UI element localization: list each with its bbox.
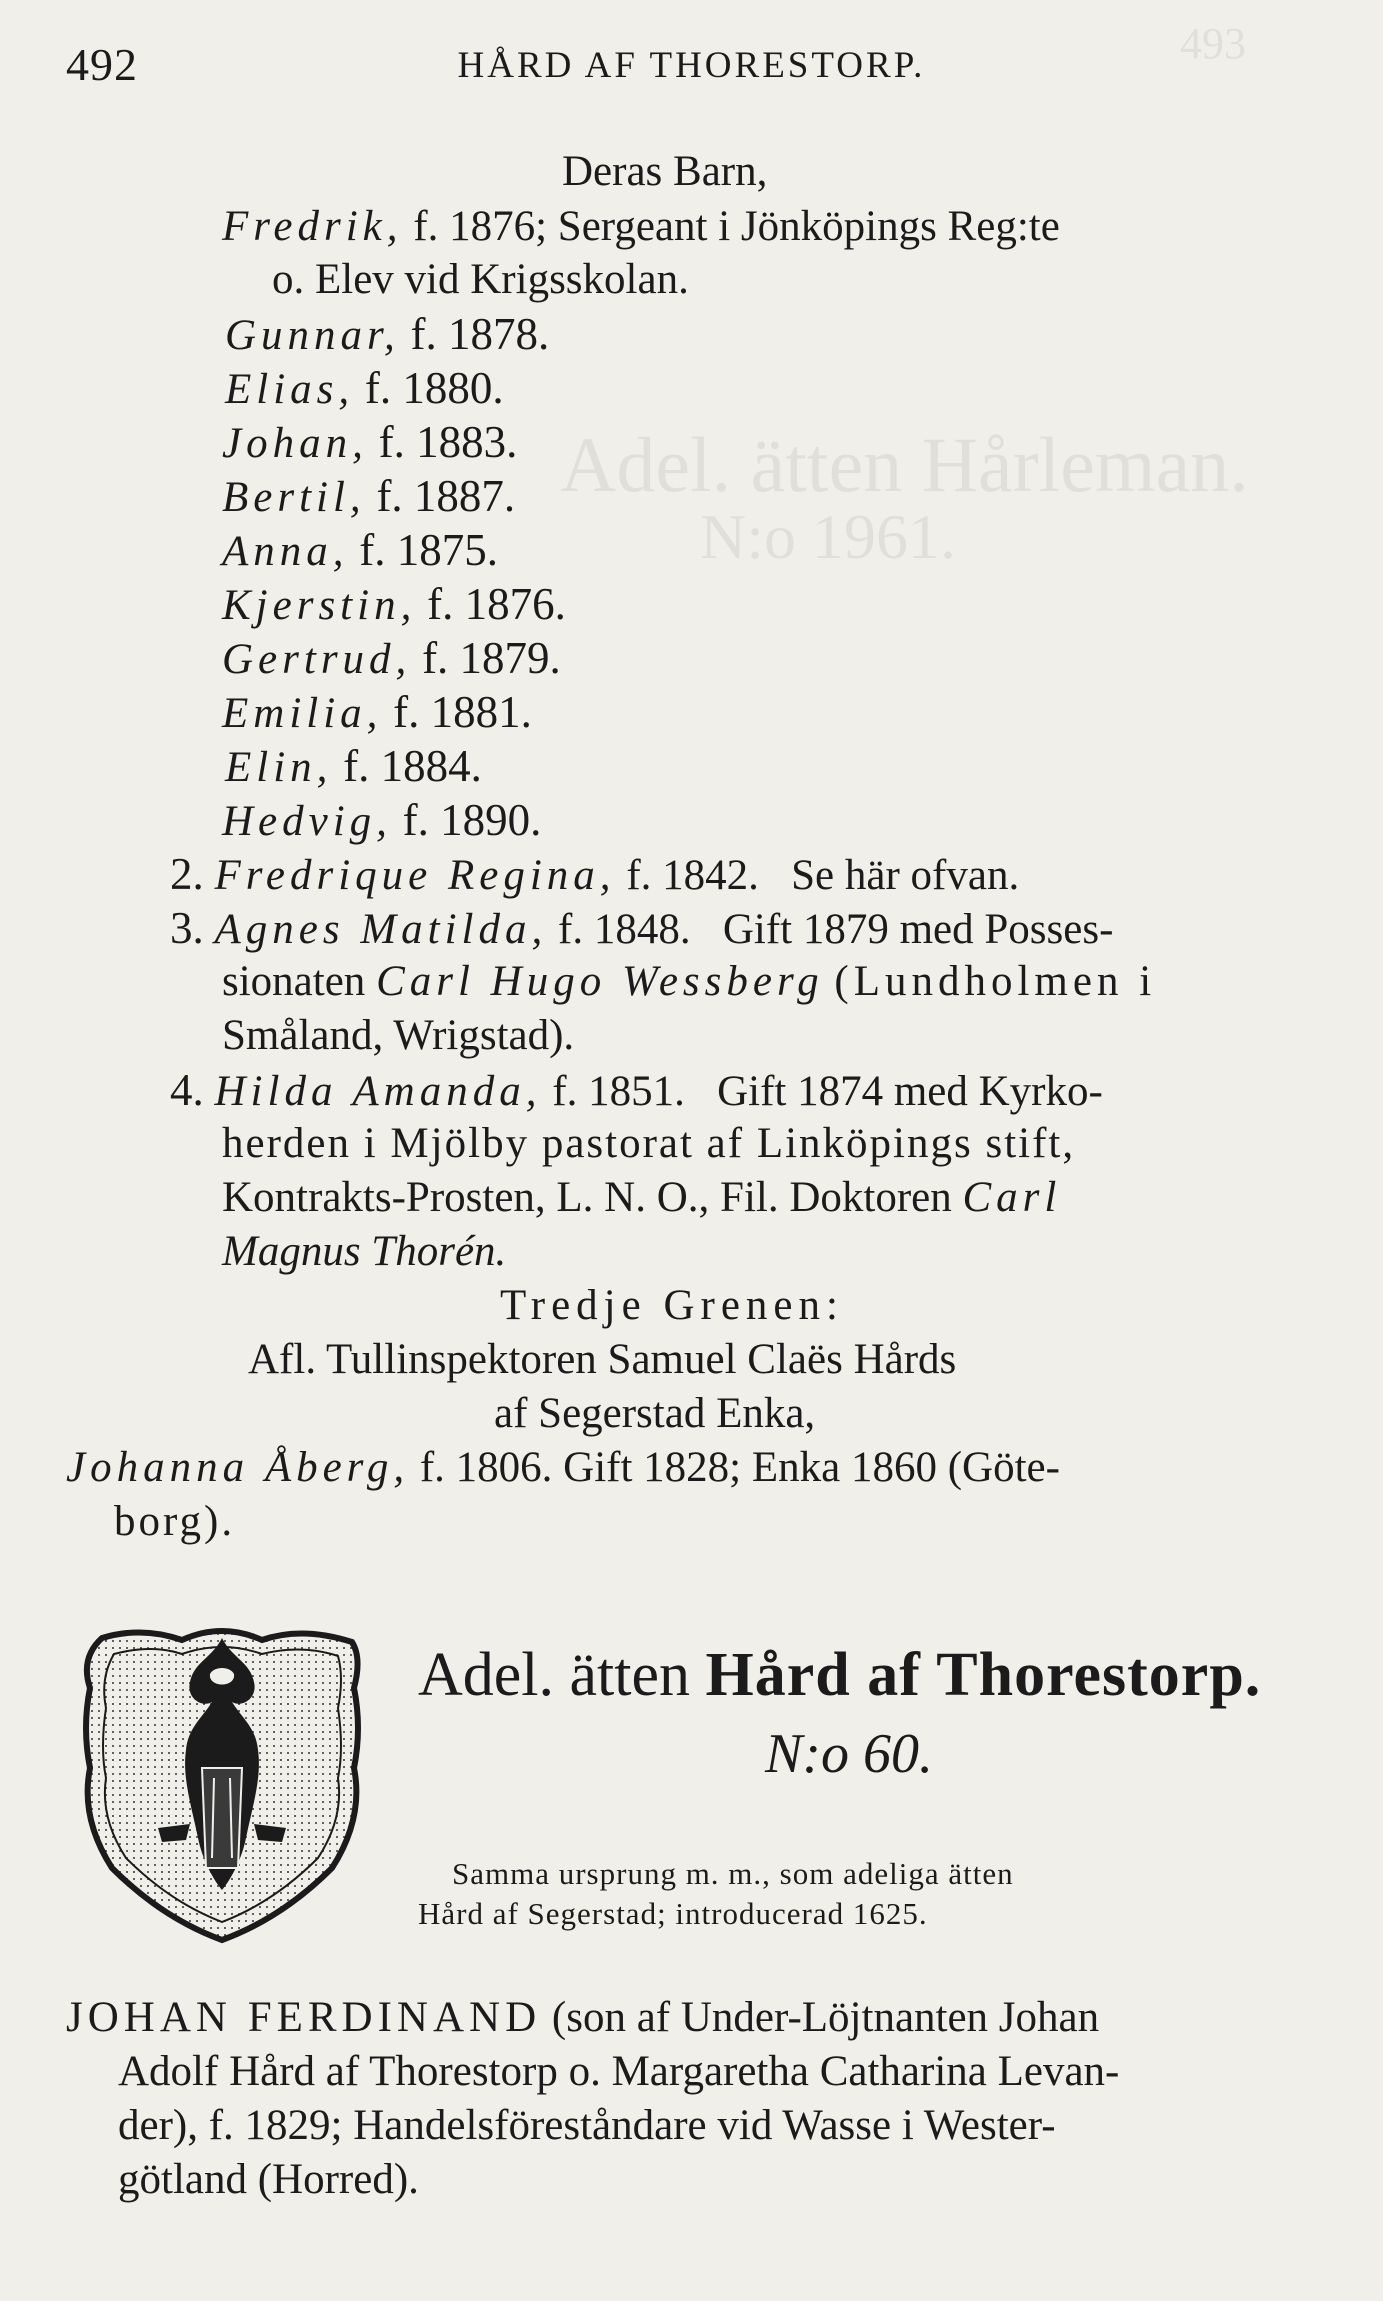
child-name: Hedvig, <box>222 798 392 845</box>
third-branch-heading: Tredje Grenen: <box>500 1282 844 1329</box>
child-name: Gertrud, <box>222 636 412 683</box>
bleed-through-decoration: Adel. ätten Hårleman. <box>560 421 1249 508</box>
child-name: Hilda Amanda, <box>214 1068 542 1115</box>
bleed-through-decoration: N:o 1961. <box>700 501 956 572</box>
person-name: JOHAN FERDINAND <box>66 1994 542 2041</box>
spouse-name: Carl <box>962 1174 1062 1221</box>
entry-fredrik <box>222 205 1060 248</box>
entry-number: 4. <box>170 1065 204 1115</box>
spouse-name: Carl Hugo Wessberg <box>376 958 824 1005</box>
entry-gertrud <box>222 633 561 683</box>
entry-fredrique <box>170 849 1020 899</box>
family-title-name: Hård af Thorestorp. <box>705 1641 1262 1709</box>
child-details: f. 1842. Se här ofvan. <box>626 852 1020 899</box>
child-details: f. 1880. <box>364 363 504 413</box>
entry-hilda-cont3 <box>222 1230 506 1273</box>
entry-elias <box>225 363 504 413</box>
child-details: f. 1890. <box>402 795 542 845</box>
child-details: f. 1878. <box>410 309 550 359</box>
family-number: N:o 60. <box>765 1723 933 1785</box>
child-name: Fredrik, <box>222 203 403 250</box>
entry-text: (Lundholmen i <box>834 958 1157 1005</box>
coat-of-arms-icon <box>62 1618 380 1948</box>
family-title-prefix: Adel. ätten <box>418 1641 691 1709</box>
spouse-name: Magnus Thorén. <box>222 1228 507 1275</box>
entry-agnes <box>170 903 1114 953</box>
family-note: Samma ursprung m. m., som adeliga ätten <box>452 1856 1014 1891</box>
entry-fredrik-cont: o. Elev vid Krigsskolan. <box>272 256 689 303</box>
child-name: Elin, <box>225 744 333 791</box>
child-details: f. 1851. Gift 1874 med Kyrko- <box>552 1068 1103 1115</box>
entry-gunnar <box>225 309 550 359</box>
entry-hilda <box>170 1065 1103 1115</box>
entry-hilda-cont: herden i Mjölby pastorat af Linköpings stift, <box>222 1120 1076 1167</box>
child-name: Gunnar, <box>225 312 400 359</box>
entry-hedvig <box>222 795 542 845</box>
johan-ferdinand-cont: Adolf Hård af Thorestorp o. Margaretha Catharina Levan- <box>118 2048 1120 2095</box>
child-name: Bertil, <box>222 474 366 521</box>
entry-text: (son af Under-Löjtnanten Johan <box>551 1994 1100 2041</box>
child-details: f. 1887. <box>376 471 516 521</box>
child-details: f. 1881. <box>393 687 532 737</box>
third-branch-line: Afl. Tullinspektoren Samuel Claës Hårds <box>248 1336 957 1383</box>
child-name: Fredrique Regina, <box>214 852 616 899</box>
entry-agnes-cont2: Småland, Wrigstad). <box>222 1012 575 1059</box>
entry-text: Kontrakts-Prosten, L. N. O., Fil. Doktoren <box>222 1174 952 1221</box>
entry-elin <box>225 741 482 791</box>
family-title <box>418 1640 1261 1711</box>
child-details: f. 1848. Gift 1879 med Posses- <box>558 906 1114 953</box>
third-branch-line <box>66 1446 1060 1489</box>
entry-hilda-cont2 <box>222 1176 1061 1219</box>
johan-ferdinand-entry <box>66 1996 1099 2039</box>
entry-text: f. 1806. Gift 1828; Enka 1860 (Göte- <box>419 1444 1060 1491</box>
entry-emilia <box>222 687 532 737</box>
child-name: Kjerstin, <box>222 582 417 629</box>
johan-ferdinand-cont: der), f. 1829; Handelsföreståndare vid Wasse i Wester- <box>118 2102 1056 2149</box>
child-name: Anna, <box>222 528 349 575</box>
child-details: f. 1883. <box>378 417 518 467</box>
entry-text: sionaten <box>222 958 366 1005</box>
entry-johan <box>222 417 518 467</box>
child-name: Elias, <box>225 366 355 413</box>
entry-number: 3. <box>170 903 204 953</box>
entry-kjerstin <box>222 579 566 629</box>
page-number: 492 <box>66 39 138 90</box>
child-details: f. 1884. <box>343 741 482 791</box>
bleed-through-decoration: 493 <box>1180 19 1246 68</box>
person-name: Johanna Åberg, <box>66 1444 410 1491</box>
child-details: f. 1875. <box>359 525 499 575</box>
entry-bertil <box>222 471 516 521</box>
child-name: Agnes Matilda, <box>214 906 548 953</box>
running-head: HÅRD AF THORESTORP. <box>457 45 926 86</box>
children-heading: Deras Barn, <box>562 148 768 195</box>
entry-number: 2. <box>170 849 204 899</box>
johan-ferdinand-cont: götland (Horred). <box>118 2156 419 2203</box>
third-branch-line: borg). <box>114 1498 236 1545</box>
third-branch-line: af Segerstad Enka, <box>494 1390 816 1437</box>
family-note: Hård af Segerstad; introducerad 1625. <box>418 1896 928 1931</box>
child-details: f. 1876; Sergeant i Jönköpings Reg:te <box>413 203 1060 250</box>
child-name: Emilia, <box>222 690 383 737</box>
page-header <box>0 38 1383 98</box>
entry-anna <box>222 525 499 575</box>
child-name: Johan, <box>222 420 368 467</box>
child-details: f. 1879. <box>422 633 561 683</box>
child-details: f. 1876. <box>427 579 566 629</box>
entry-agnes-cont <box>222 960 1156 1003</box>
